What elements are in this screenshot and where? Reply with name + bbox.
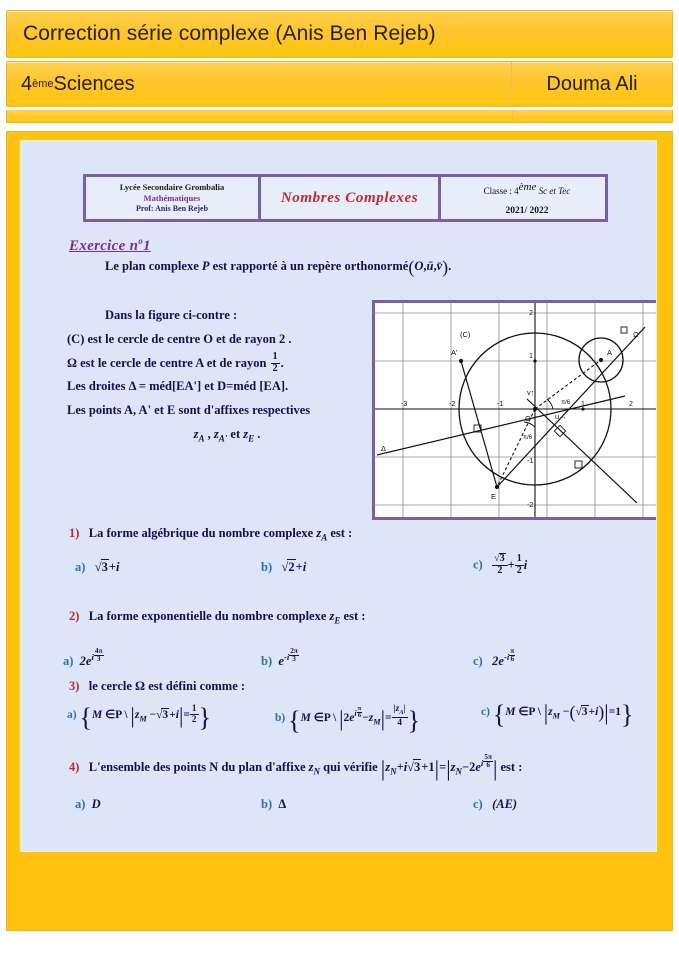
q2-option-c[interactable] (473, 648, 515, 669)
question-1-var-sub: A (321, 532, 328, 543)
exercise-intro: Le plan complexe P est rapporté à un repère orthonormé(O,ū,v̄). (105, 256, 452, 277)
q4-option-a-label: a) (75, 797, 86, 811)
q1-option-a[interactable] (75, 559, 120, 575)
banner-bottom-strip (6, 110, 673, 123)
letterhead-title-cell (261, 177, 441, 219)
tick-x--2: -2 (449, 401, 456, 408)
question-2-var-sub: E (334, 615, 341, 626)
label-vector-v: v↑ (527, 388, 535, 397)
q1-option-b-label: b) (261, 560, 273, 574)
question-4-var: z (308, 760, 314, 775)
tick-x-2: 2 (629, 401, 633, 408)
q2-option-c-value: $2e^{-i}$ $\frac{\pi}{6}$ (492, 647, 515, 669)
question-3 (69, 679, 245, 694)
q4-option-b[interactable] (261, 797, 286, 812)
q4-option-c-label: c) (473, 797, 483, 811)
q2-option-c-label: c) (473, 654, 483, 669)
q4-option-a-value: D (91, 797, 101, 811)
class-label: Classe : (483, 185, 515, 196)
q1-option-b-value: √2+i (281, 560, 307, 574)
label-vector-u: u→ (555, 412, 567, 421)
descr-line-5: Les points A, A' et E sont d'affixes respectives (67, 403, 311, 417)
question-4-text-post: est : (497, 760, 523, 775)
question-4-equation: $|z_N+i√3+1|=|z_N-2e^i$ $\frac{5\pi}{6}$ | (380, 753, 498, 782)
label-angle-1: π/6 (561, 400, 571, 406)
class-level-rest: Sciences (53, 72, 135, 95)
worksheet-sheet (20, 140, 657, 852)
tick-y-1: 1 (529, 353, 533, 360)
letterhead-table (83, 174, 608, 222)
exercise-description (67, 304, 367, 447)
q1-option-a-value: √3+i (94, 560, 120, 574)
question-1 (69, 526, 352, 543)
q1-option-c-value: $\frac{√3}{2}$ + $\frac{1}{2}$ i (494, 553, 528, 576)
q1-option-c[interactable] (473, 553, 527, 576)
class-level-number: 4 (21, 72, 33, 95)
label-point-E: E (491, 492, 497, 501)
q4-option-b-value: Δ (278, 797, 287, 811)
question-4-text-pre: L'ensemble des points N du plan d'affixe (88, 760, 309, 775)
figure-svg (375, 303, 657, 517)
q3-option-a-value: {M ∈P \ $|z_M -√3+i|=$ $\frac{1}{2}$ } (79, 702, 211, 732)
tick-x--3: -3 (401, 401, 408, 408)
q4-option-a[interactable] (75, 797, 101, 812)
descr-line-6: $z_A$ , $z_{A'}$ et $z_E$ . (193, 426, 261, 444)
letterhead-school-cell (86, 177, 261, 219)
question-2-text-post: est : (340, 609, 366, 623)
class-number: 4 (514, 185, 519, 196)
author-name: Douma Ali (546, 72, 638, 95)
label-point-A: A (607, 348, 613, 357)
question-2-number: 2) (69, 609, 80, 623)
question-2-text-pre: La forme exponentielle du nombre complexe (88, 609, 330, 623)
class-track: Sc et Tec (536, 185, 571, 196)
tick-x-1: 1 (581, 401, 585, 408)
header-banners (6, 10, 673, 123)
question-4-number: 4) (69, 760, 80, 775)
class-info (484, 181, 571, 196)
label-point-O: O (525, 414, 531, 423)
question-4-text-mid: qui vérifie (320, 760, 381, 775)
question-4 (69, 753, 523, 782)
question-1-text-post: est : (327, 526, 353, 540)
descr-line-3-post: . (280, 355, 284, 370)
author-cell (512, 62, 672, 106)
descr-line-3-pre: Ω est le cercle de centre A et de rayon (67, 355, 270, 370)
class-level-suffix: ème (32, 78, 54, 90)
banner-title-bar (6, 10, 673, 58)
q3-option-b-label: b) (275, 712, 286, 725)
descr-line-3 (67, 352, 367, 376)
q1-option-a-label: a) (75, 560, 86, 574)
class-suffix: ème (518, 180, 537, 193)
question-1-number: 1) (69, 526, 80, 540)
q3-option-a-label: a) (67, 708, 77, 721)
label-delta: Δ (381, 444, 387, 453)
q3-option-c-value: {M ∈P \ $|z_M -(√3+i)|=1$} (492, 699, 634, 729)
question-3-text: le cercle Ω est défini comme : (88, 679, 246, 693)
worksheet-title: Nombres Complexes (280, 189, 419, 206)
q3-option-a[interactable] (67, 702, 211, 732)
document-title: Correction série complexe (Anis Ben Rejeb) (23, 22, 436, 45)
q2-option-b-value: $e^{-i}$ $\frac{2\pi}{3}$ (278, 647, 298, 669)
label-point-Aprime: A' (451, 348, 458, 357)
sheet-bottom-fill (20, 853, 657, 923)
q4-option-b-label: b) (261, 797, 273, 811)
school-year: 2021/ 2022 (505, 205, 549, 216)
q2-option-a-label: a) (63, 654, 74, 669)
q2-option-b-label: b) (261, 654, 273, 669)
q2-option-a-value: $2e^i$ $\frac{4\pi}{3}$ (79, 647, 103, 669)
school-name: Lycée Secondaire Grombalia (119, 182, 225, 193)
label-omega: Ω (633, 330, 639, 339)
radius-fraction: $\frac{1}{2}$ (272, 351, 278, 374)
label-angle-2: π/6 (523, 435, 533, 441)
question-2-var: z (329, 609, 335, 623)
q1-option-c-label: c) (473, 557, 483, 572)
exercise-title (69, 236, 151, 255)
tick-y--2: -2 (527, 502, 534, 509)
label-circle-C: (C) (460, 330, 471, 339)
class-level-cell (7, 62, 512, 106)
tick-y-2: 2 (529, 310, 533, 317)
question-1-text-pre: La forme algébrique du nombre complexe (88, 526, 317, 540)
question-3-number: 3) (69, 679, 80, 693)
q2-option-a[interactable] (63, 648, 104, 669)
exercise-title-text: Exercice n (69, 238, 139, 254)
descr-line-2: (C) est le cercle de centre O et de rayon 2 . (67, 331, 292, 346)
tick-x--1: -1 (497, 401, 504, 408)
exercise-number: 1 (143, 238, 151, 254)
descr-line-4: Les droites Δ = méd[EA'] et D=méd [EA]. (67, 379, 289, 394)
q4-option-c-value: (AE) (492, 797, 518, 811)
subject-name: Mathématiques (143, 193, 201, 203)
professor-name: Prof: Anis Ben Rejeb (135, 203, 209, 213)
q1-option-b[interactable] (261, 559, 306, 575)
geometry-figure (372, 300, 657, 520)
q3-option-c-label: c) (481, 706, 490, 718)
q4-option-c[interactable] (473, 797, 517, 812)
banner-strip-left (7, 110, 513, 122)
question-2 (69, 609, 365, 626)
descr-line-1: Dans la figure ci-contre : (105, 308, 238, 322)
tick-y--1: -1 (527, 458, 534, 465)
q3-option-c[interactable] (481, 699, 634, 729)
q3-option-b-value: {M ∈P \ $|2e^i$ $\frac{\pi}{6}$ $-z_M|=$ $\frac{|z_A|}{4}$ } (288, 703, 421, 735)
question-1-var: z (316, 526, 322, 540)
banner-info-bar (6, 61, 673, 107)
q3-option-b[interactable] (275, 703, 421, 735)
q2-option-b[interactable] (261, 648, 299, 669)
question-4-var-sub: N (313, 766, 321, 777)
letterhead-class-cell (441, 177, 605, 219)
document-frame (6, 131, 673, 931)
exercise-degree-symbol: o (138, 236, 144, 246)
